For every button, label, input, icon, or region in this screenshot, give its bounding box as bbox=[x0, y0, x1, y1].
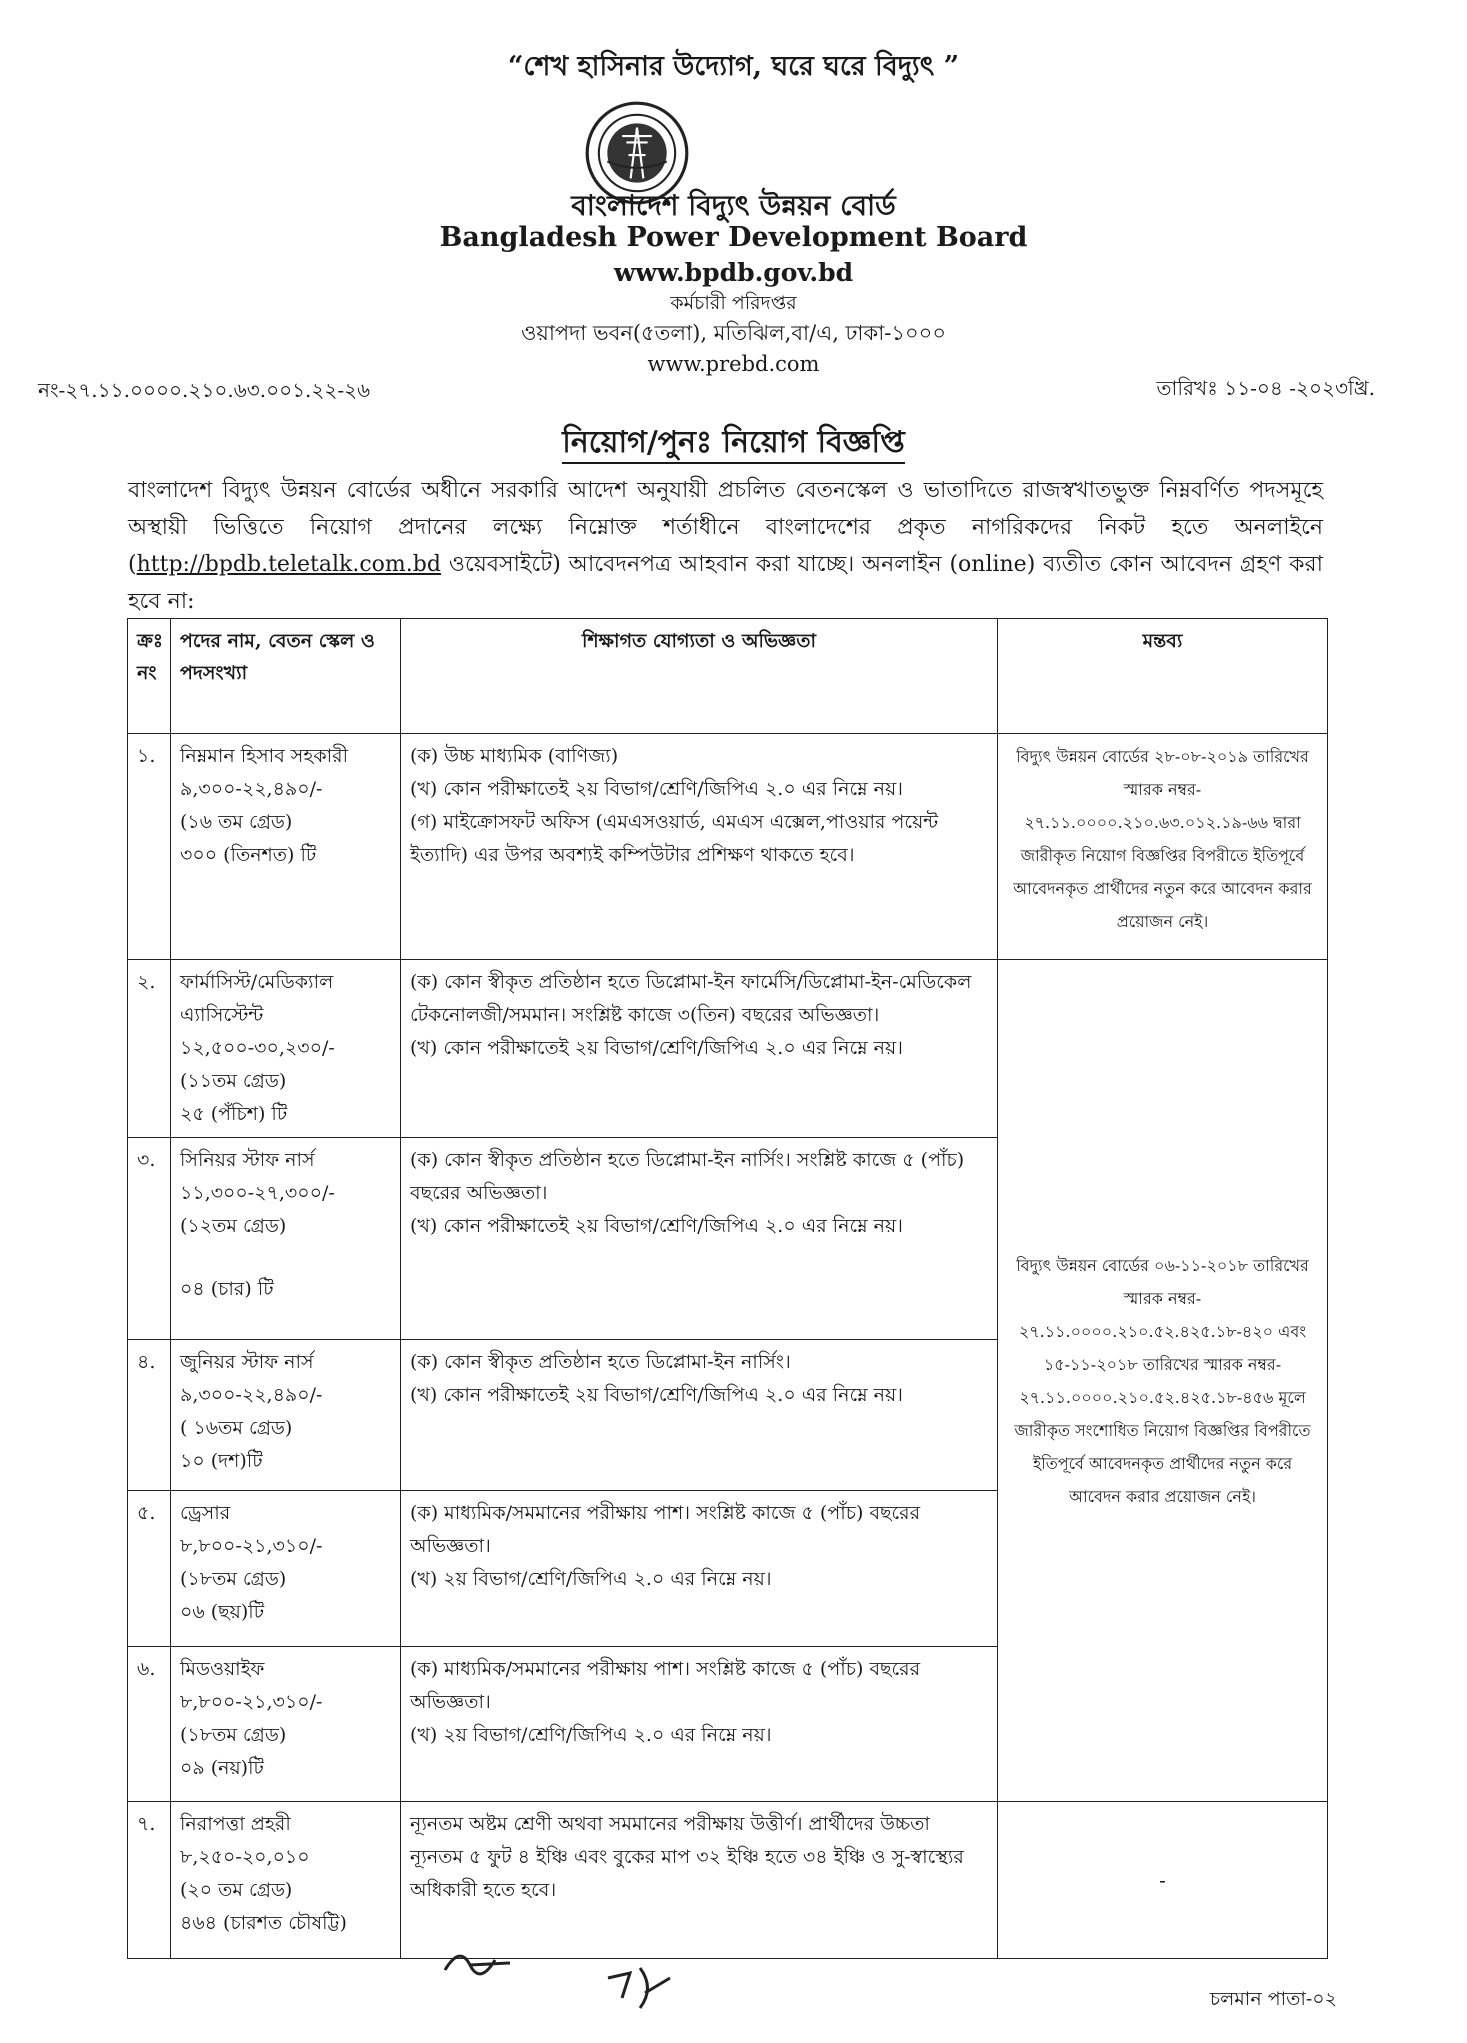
qualification-item: ন্যূনতম অষ্টম শ্রেণী অথবা সমমানের পরীক্ষায় উত্তীর্ণ। প্রার্থীদের উচ্চতা ন্যূনতম ৫ ফুট ৪ ইঞ্চি এবং বুকের মাপ ৩২ ইঞ্চি হতে ৩৪ ইঞ্চি ও সু-স্বাস্থ্যের অধিকারী হতে হবে। bbox=[410, 1813, 964, 1901]
qualification-item: (খ) কোন পরীক্ষাতেই ২য় বিভাগ/শ্রেণি/জিপিএ ২.০ এর নিম্নে নয়। bbox=[410, 1384, 903, 1406]
pay-scale: ৮,৮০০-২১,৩১০/- bbox=[180, 1691, 323, 1713]
pay-scale: ৮,৮০০-২১,৩১০/- bbox=[180, 1535, 323, 1557]
source-watermark: www.prebd.com bbox=[647, 352, 820, 376]
post-count: ২৫ (পঁচিশ) টি bbox=[180, 1103, 288, 1125]
row-remark: - bbox=[998, 1802, 1328, 1959]
row-post bbox=[171, 960, 401, 1138]
qualification-item: (খ) কোন পরীক্ষাতেই ২য় বিভাগ/শ্রেণি/জিপিএ ২.০ এর নিম্নে নয়। bbox=[410, 1215, 903, 1237]
qualification-item: (খ) কোন পরীক্ষাতেই ২য় বিভাগ/শ্রেণি/জিপিএ ২.০ এর নিম্নে নয়। bbox=[410, 778, 903, 800]
qualification-item: (খ) ২য় বিভাগ/শ্রেণি/জিপিএ ২.০ এর নিম্নে নয়। bbox=[410, 1568, 772, 1590]
post-count: ৩০০ (তিনশত) টি bbox=[180, 844, 317, 866]
qualification-item: (খ) ২য় বিভাগ/শ্রেণি/জিপিএ ২.০ এর নিম্নে নয়। bbox=[410, 1724, 772, 1746]
row-qualification bbox=[401, 734, 998, 960]
organization-name-english: Bangladesh Power Development Board bbox=[439, 222, 1028, 253]
pay-scale: ৯,৩০০-২২,৪৯০/- bbox=[180, 778, 323, 800]
post-count: ০৪ (চার) টি bbox=[180, 1278, 274, 1300]
pay-scale: ৯,৩০০-২২,৪৯০/- bbox=[180, 1384, 323, 1406]
header-remarks: মন্তব্য bbox=[998, 619, 1328, 734]
pay-scale: ৮,২৫০-২০,০১০ bbox=[180, 1846, 310, 1868]
row-qualification bbox=[401, 960, 998, 1138]
row-serial: ২. bbox=[128, 960, 171, 1138]
qualification-item: (ক) কোন স্বীকৃত প্রতিষ্ঠান হতে ডিপ্লোমা-ইন নার্সিং। bbox=[410, 1351, 791, 1373]
qualification-item: (ক) কোন স্বীকৃত প্রতিষ্ঠান হতে ডিপ্লোমা-ইন নার্সিং। সংশ্লিষ্ট কাজে ৫ (পাঁচ) বছরের অভিজ্ঞতা। bbox=[410, 1149, 965, 1204]
header-qualification: শিক্ষাগত যোগ্যতা ও অভিজ্ঞতা bbox=[401, 619, 998, 734]
memo-date: তারিখঃ ১১-০৪ -২০২৩খ্রি. bbox=[1156, 376, 1375, 400]
notice-title bbox=[0, 418, 1467, 469]
notice-intro bbox=[128, 472, 1323, 620]
qualification-item: (ক) মাধ্যমিক/সমমানের পরীক্ষায় পাশ। সংশ্লিষ্ট কাজে ৫ (পাঁচ) বছরের অভিজ্ঞতা। bbox=[410, 1502, 921, 1557]
signature-mark bbox=[600, 1958, 680, 2018]
row-qualification bbox=[401, 1647, 998, 1802]
post-name: মিডওয়াইফ bbox=[180, 1658, 265, 1680]
notice-title-text: নিয়োগ/পুনঃ নিয়োগ বিজ্ঞপ্তি bbox=[562, 425, 905, 464]
qualification-item: (ক) উচ্চ মাধ্যমিক (বাণিজ্য) bbox=[410, 745, 619, 767]
table-row bbox=[128, 960, 1328, 1138]
row-serial: ৩. bbox=[128, 1138, 171, 1340]
grade: (১৮তম গ্রেড) bbox=[180, 1568, 287, 1590]
row-qualification bbox=[401, 1138, 998, 1340]
slogan: “শেখ হাসিনার উদ্যোগ, ঘরে ঘরে বিদ্যুৎ ” bbox=[507, 51, 960, 82]
grade: (১৮তম গ্রেড) bbox=[180, 1724, 287, 1746]
row-post bbox=[171, 1802, 401, 1959]
organization-name-bangla: বাংলাদেশ বিদ্যুৎ উন্নয়ন বোর্ড bbox=[571, 189, 896, 222]
post-count: ৪৬৪ (চারশত চৌষট্টি) bbox=[180, 1912, 347, 1934]
post-name: নিরাপত্তা প্রহরী bbox=[180, 1813, 291, 1835]
grade: ( ১৬তম গ্রেড) bbox=[180, 1417, 293, 1439]
row-post bbox=[171, 1138, 401, 1340]
row-serial: ৭. bbox=[128, 1802, 171, 1959]
row-post bbox=[171, 1340, 401, 1491]
post-name: ফার্মাসিস্ট/মেডিক্যাল এ্যাসিস্টেন্ট bbox=[180, 971, 334, 1026]
intro-text-part2: ওয়েবসাইটে) আবেদনপত্র আহবান করা যাচ্ছে। অনলাইন (online) ব্যতীত কোন আবেদন গ্রহণ করা হবে না: bbox=[128, 552, 1323, 614]
post-count: ১০ (দশ)টি bbox=[180, 1450, 263, 1472]
row-qualification bbox=[401, 1491, 998, 1647]
pay-scale: ১২,৫০০-৩০,২৩০/- bbox=[180, 1037, 335, 1059]
post-name: সিনিয়র স্টাফ নার্স bbox=[180, 1149, 315, 1171]
grade: (১৬ তম গ্রেড) bbox=[180, 811, 293, 833]
row-post bbox=[171, 1491, 401, 1647]
grade: (১২তম গ্রেড) bbox=[180, 1215, 287, 1237]
continued-page-note: চলমান পাতা-০২ bbox=[1209, 1988, 1337, 2010]
table-header-row bbox=[128, 619, 1328, 734]
office-address: ওয়াপদা ভবন(৫তলা), মতিঝিল,বা/এ, ঢাকা-১০০০ bbox=[521, 321, 946, 345]
table-row bbox=[128, 1802, 1328, 1959]
row-qualification bbox=[401, 1340, 998, 1491]
grade: (২০ তম গ্রেড) bbox=[180, 1879, 293, 1901]
header-post: পদের নাম, বেতন স্কেল ও পদসংখ্যা bbox=[171, 619, 401, 734]
website-link[interactable]: www.bpdb.gov.bd bbox=[613, 258, 854, 287]
row-serial: ৫. bbox=[128, 1491, 171, 1647]
post-name: ড্রেসার bbox=[180, 1502, 231, 1524]
memo-number: নং-২৭.১১.০০০০.২১০.৬৩.০০১.২২-২৬ bbox=[38, 378, 371, 402]
header-serial: ক্রঃ নং bbox=[128, 619, 171, 734]
job-table bbox=[127, 618, 1328, 1959]
intro-text-part1: বাংলাদেশ বিদ্যুৎ উন্নয়ন বোর্ডের অধীনে সরকারি আদেশ অনুযায়ী প্রচলিত বেতনস্কেল ও ভাতাদিতে রাজস্বখাতভুক্ত নিম্নবর্ণিত পদসমূহে অস্থায়ী ভিত্তিতে নিয়োগ প্রদানের লক্ষ্যে নিম্নোক্ত শর্তাধীনে বাংলাদেশের প্রকৃত নাগরিকদের নিকট হতে অনলাইনে ( bbox=[128, 478, 1323, 577]
row-serial: ৪. bbox=[128, 1340, 171, 1491]
shared-remark: বিদ্যুৎ উন্নয়ন বোর্ডের ০৬-১১-২০১৮ তারিখের স্মারক নম্বর- ২৭.১১.০০০০.২১০.৫২.৪২৫.১৮-৪২০ এবং ১৫-১১-২০১৮ তারিখের স্মারক নম্বর- ২৭.১১.০০০০.২১০.৫২.৪২৫.১৮-৪৫৬ মূলে জারীকৃত সংশোধিত নিয়োগ বিজ্ঞপ্তির বিপরীতে ইতিপূর্বে আবেদনকৃত প্রার্থীদের নতুন করে আবেদন করার প্রয়োজন নেই। bbox=[998, 960, 1328, 1802]
signature-mark bbox=[440, 1935, 530, 1985]
row-post bbox=[171, 1647, 401, 1802]
grade: (১১তম গ্রেড) bbox=[180, 1070, 287, 1092]
qualification-item: (খ) কোন পরীক্ষাতেই ২য় বিভাগ/শ্রেণি/জিপিএ ২.০ এর নিম্নে নয়। bbox=[410, 1037, 903, 1059]
row-remark: বিদ্যুৎ উন্নয়ন বোর্ডের ২৮-০৮-২০১৯ তারিখের স্মারক নম্বর- ২৭.১১.০০০০.২১০.৬৩.০১২.১৯-৬৬ দ্বারা জারীকৃত নিয়োগ বিজ্ঞপ্তির বিপরীতে ইতিপূর্বে আবেদনকৃত প্রার্থীদের নতুন করে আবেদন করার প্রয়োজন নেই। bbox=[998, 734, 1328, 960]
row-post bbox=[171, 734, 401, 960]
qualification-item: (ক) মাধ্যমিক/সমমানের পরীক্ষায় পাশ। সংশ্লিষ্ট কাজে ৫ (পাঁচ) বছরের অভিজ্ঞতা। bbox=[410, 1658, 921, 1713]
post-count: ০৬ (ছয়)টি bbox=[180, 1601, 265, 1623]
post-name: নিম্নমান হিসাব সহকারী bbox=[180, 745, 349, 767]
qualification-item: (ক) কোন স্বীকৃত প্রতিষ্ঠান হতে ডিপ্লোমা-ইন ফার্মেসি/ডিপ্লোমা-ইন-মেডিকেল টেকনোলজী/সমমান। সংশ্লিষ্ট কাজে ৩(তিন) বছরের অভিজ্ঞতা। bbox=[410, 971, 972, 1026]
qualification-item: (গ) মাইক্রোসফট অফিস (এমএসওয়ার্ড, এমএস এক্সেল,পাওয়ার পয়েন্ট ইত্যাদি) এর উপর অবশ্যই কম্পিউটার প্রশিক্ষণ থাকতে হবে। bbox=[410, 811, 939, 866]
department-name: কর্মচারী পরিদপ্তর bbox=[670, 292, 797, 314]
row-serial: ৬. bbox=[128, 1647, 171, 1802]
application-portal-link[interactable]: http://bpdb.teletalk.com.bd bbox=[136, 552, 441, 577]
table-row bbox=[128, 734, 1328, 960]
post-name: জুনিয়র স্টাফ নার্স bbox=[180, 1351, 314, 1373]
pay-scale: ১১,৩০০-২৭,৩০০/- bbox=[180, 1182, 335, 1204]
row-serial: ১. bbox=[128, 734, 171, 960]
post-count: ০৯ (নয়)টি bbox=[180, 1757, 264, 1779]
